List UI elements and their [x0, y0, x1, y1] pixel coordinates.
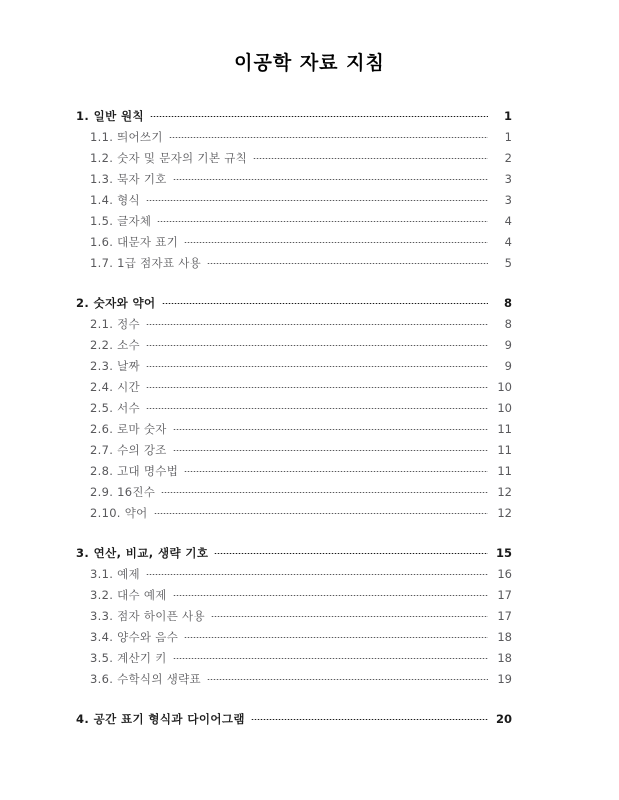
toc-page-number: 19: [497, 672, 512, 686]
toc-entry-label: 3.1. 예제: [90, 567, 140, 581]
toc-page-number: 2: [504, 151, 512, 165]
toc-entry-label: 2.8. 고대 명수법: [90, 464, 179, 478]
toc-entry-label: 2.10. 약어: [90, 506, 148, 520]
toc-entry-sub-1-1[interactable]: [90, 335, 512, 356]
toc-entry-sub-0-2[interactable]: [90, 169, 512, 190]
toc-page-number: 1: [503, 109, 512, 123]
toc-entry-label: 3.5. 계산기 키: [90, 651, 167, 665]
toc-entry-label: 2.3. 날짜: [90, 359, 140, 373]
dot-leader: [173, 429, 488, 430]
toc-entry-section-4[interactable]: [76, 709, 512, 730]
section-gap: [76, 524, 512, 543]
toc-page-number: 3: [504, 193, 512, 207]
toc-entry-label: 2.4. 시간: [90, 380, 140, 394]
dot-leader: [184, 471, 488, 472]
dot-leader: [214, 553, 488, 554]
toc-entry-sub-2-5[interactable]: [90, 669, 512, 690]
toc-page-number: 17: [497, 588, 512, 602]
toc-entry-label: 3.3. 점자 하이픈 사용: [90, 609, 205, 623]
toc-entry-section-1[interactable]: [76, 106, 512, 127]
dot-leader: [146, 408, 488, 409]
toc-entry-sub-2-0[interactable]: [90, 564, 512, 585]
dot-leader: [207, 263, 488, 264]
dot-leader: [150, 116, 488, 117]
dot-leader: [253, 158, 488, 159]
toc-page-number: 10: [497, 401, 512, 415]
toc-entry-section-2[interactable]: [76, 293, 512, 314]
dot-leader: [173, 595, 488, 596]
section-gap: [76, 274, 512, 293]
toc-page-number: 12: [497, 485, 512, 499]
toc-entry-sub-1-7[interactable]: [90, 461, 512, 482]
toc-entry-label: 2.9. 16진수: [90, 485, 156, 499]
toc-entry-label: 1.2. 숫자 및 문자의 기본 규칙: [90, 151, 248, 165]
page-title: 이공학 자료 지침: [234, 52, 385, 74]
toc-entry-sub-0-5[interactable]: [90, 232, 512, 253]
toc-entry-sub-0-6[interactable]: [90, 253, 512, 274]
toc-entry-sub-2-3[interactable]: [90, 627, 512, 648]
toc-page-number: 11: [497, 443, 512, 457]
toc-entry-label: 2.7. 수의 강조: [90, 443, 167, 457]
toc-entry-sub-2-4[interactable]: [90, 648, 512, 669]
dot-leader: [146, 200, 488, 201]
dot-leader: [173, 450, 488, 451]
toc-entry-sub-2-1[interactable]: [90, 585, 512, 606]
toc-page-number: 11: [497, 464, 512, 478]
dot-leader: [146, 387, 488, 388]
toc-page-number: 3: [504, 172, 512, 186]
toc-entry-label: 1.7. 1급 점자표 사용: [90, 256, 202, 270]
toc-entry-sub-0-0[interactable]: [90, 127, 512, 148]
dot-leader: [146, 366, 488, 367]
toc-entry-label: 3.6. 수학식의 생략표: [90, 672, 201, 686]
toc-entry-sub-1-3[interactable]: [90, 377, 512, 398]
toc-entry-label: 4. 공간 표기 형식과 다이어그램: [76, 712, 245, 726]
dot-leader: [251, 719, 488, 720]
toc-entry-label: 2.2. 소수: [90, 338, 140, 352]
dot-leader: [173, 179, 488, 180]
toc-entry-sub-1-5[interactable]: [90, 419, 512, 440]
dot-leader: [162, 303, 488, 304]
toc-entry-sub-1-2[interactable]: [90, 356, 512, 377]
table-of-contents: [76, 106, 512, 730]
toc-entry-sub-1-4[interactable]: [90, 398, 512, 419]
toc-entry-label: 1.6. 대문자 표기: [90, 235, 179, 249]
dot-leader: [157, 221, 488, 222]
toc-page-number: 9: [504, 338, 512, 352]
toc-page-number: 8: [503, 296, 512, 310]
toc-entry-label: 3.4. 양수와 음수: [90, 630, 179, 644]
toc-entry-label: 3. 연산, 비교, 생략 기호: [76, 546, 209, 560]
toc-page-number: 16: [497, 567, 512, 581]
toc-page-number: 4: [504, 235, 512, 249]
toc-page-number: 1: [504, 130, 512, 144]
toc-entry-sub-0-4[interactable]: [90, 211, 512, 232]
toc-entry-sub-0-1[interactable]: [90, 148, 512, 169]
toc-page-number: 18: [497, 651, 512, 665]
dot-leader: [146, 574, 488, 575]
section-gap: [76, 690, 512, 709]
toc-entry-label: 1.1. 띄어쓰기: [90, 130, 163, 144]
toc-entry-label: 1.3. 묵자 기호: [90, 172, 167, 186]
toc-entry-section-3[interactable]: [76, 543, 512, 564]
toc-entry-label: 2.5. 서수: [90, 401, 140, 415]
toc-entry-sub-1-6[interactable]: [90, 440, 512, 461]
toc-page-number: 12: [497, 506, 512, 520]
toc-entry-sub-1-8[interactable]: [90, 482, 512, 503]
dot-leader: [173, 658, 488, 659]
toc-page-number: 10: [497, 380, 512, 394]
toc-entry-label: 1.4. 형식: [90, 193, 140, 207]
toc-page-number: 5: [504, 256, 512, 270]
toc-page-number: 8: [504, 317, 512, 331]
dot-leader: [207, 679, 488, 680]
dot-leader: [169, 137, 488, 138]
toc-page-number: 4: [504, 214, 512, 228]
toc-entry-sub-0-3[interactable]: [90, 190, 512, 211]
toc-page-number: 9: [504, 359, 512, 373]
toc-entry-label: 1. 일반 원칙: [76, 109, 145, 123]
toc-entry-sub-2-2[interactable]: [90, 606, 512, 627]
toc-entry-label: 2.6. 로마 숫자: [90, 422, 167, 436]
toc-entry-label: 3.2. 대수 예제: [90, 588, 167, 602]
toc-page-number: 20: [495, 712, 512, 726]
toc-entry-sub-1-9[interactable]: [90, 503, 512, 524]
toc-entry-sub-1-0[interactable]: [90, 314, 512, 335]
toc-page-number: 17: [497, 609, 512, 623]
toc-page-number: 11: [497, 422, 512, 436]
toc-page-number: 15: [495, 546, 512, 560]
dot-leader: [154, 513, 488, 514]
dot-leader: [184, 242, 488, 243]
dot-leader: [161, 492, 488, 493]
dot-leader: [146, 345, 488, 346]
toc-entry-label: 1.5. 글자체: [90, 214, 152, 228]
dot-leader: [211, 616, 488, 617]
toc-entry-label: 2. 숫자와 약어: [76, 296, 156, 310]
dot-leader: [146, 324, 488, 325]
toc-page-number: 18: [497, 630, 512, 644]
dot-leader: [184, 637, 488, 638]
toc-entry-label: 2.1. 정수: [90, 317, 140, 331]
